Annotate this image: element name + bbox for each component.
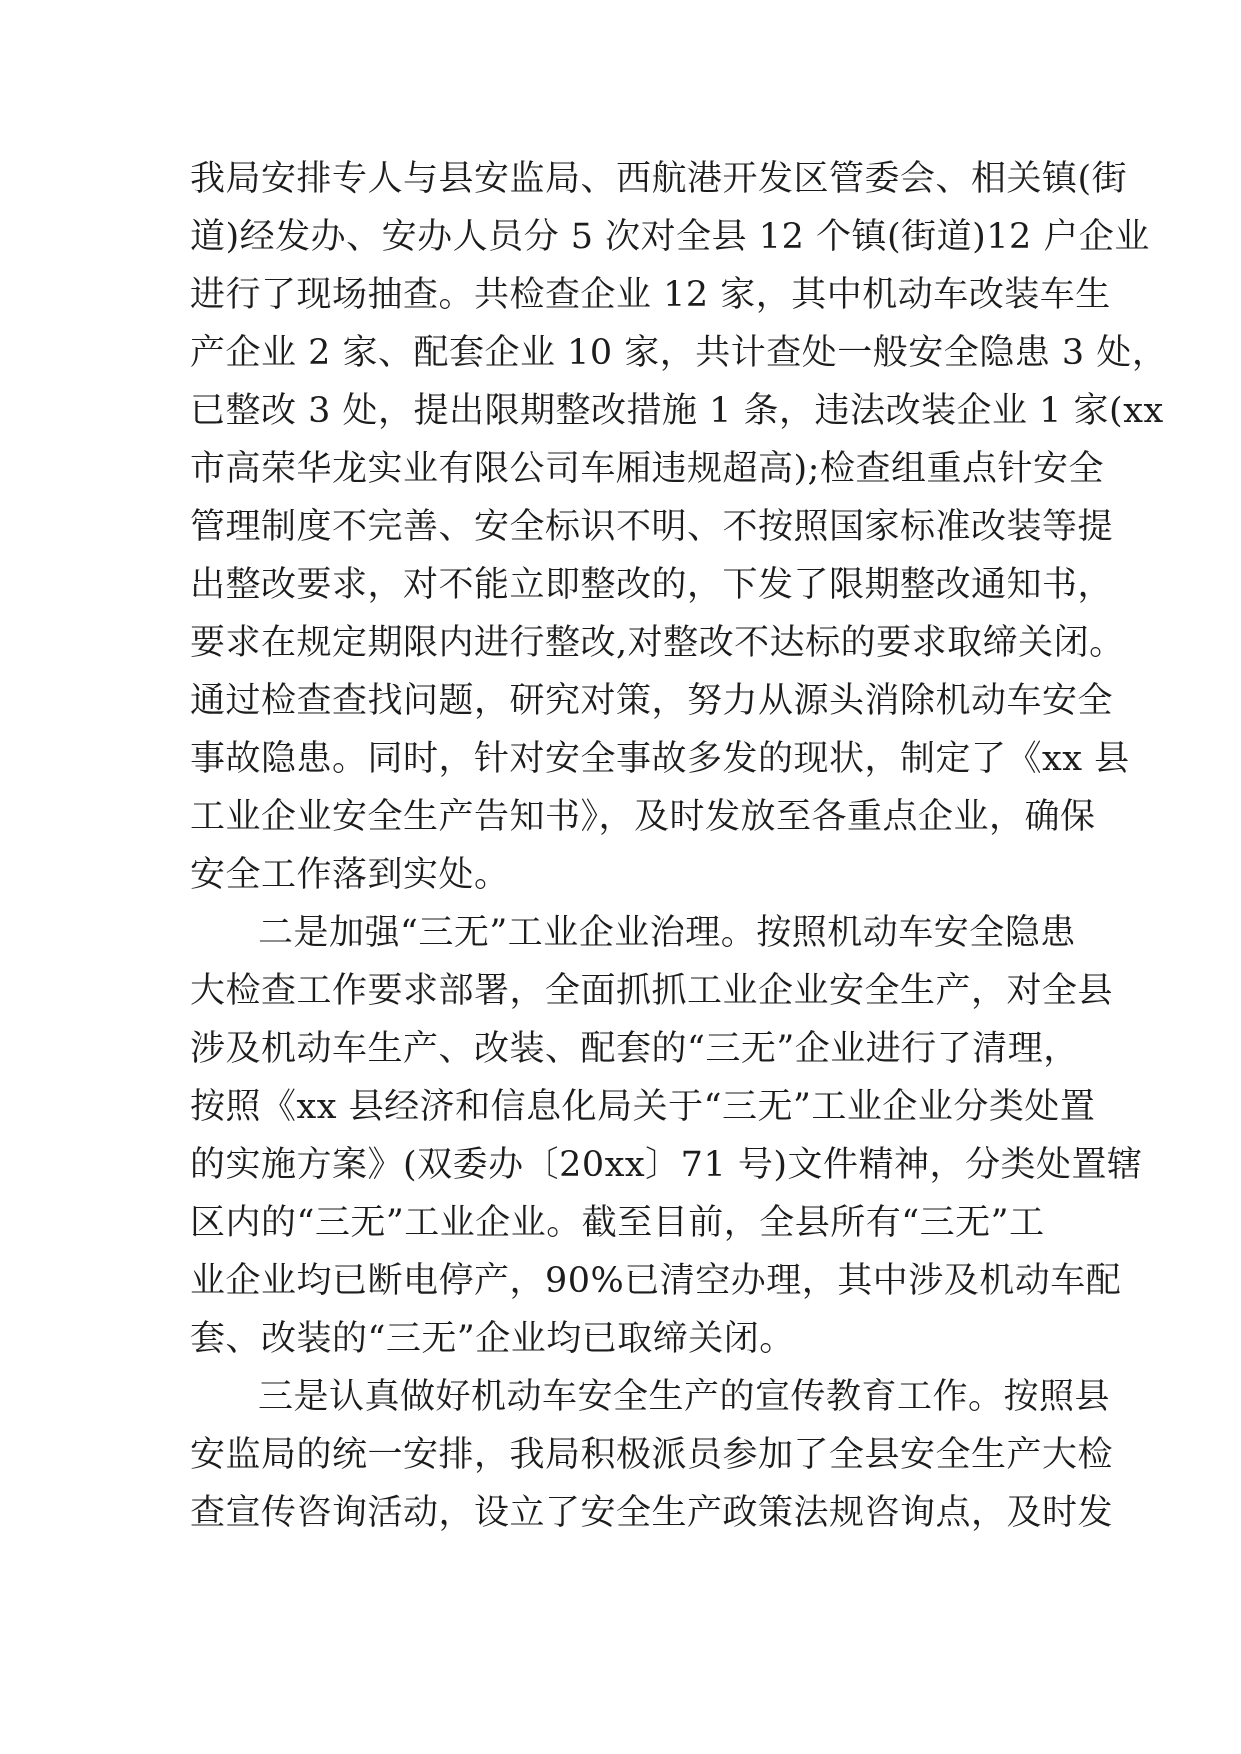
text-line: 区内的“三无”工业企业。截至目前，全县所有“三无”工 [190,1203,1045,1243]
text-line: 按照《xx 县经济和信息化局关于“三无”工业企业分类处置 [190,1087,1096,1127]
text-line: 通过检查查找问题，研究对策，努力从源头消除机动车安全 [190,681,1114,721]
text-line: 道)经发办、安办人员分 5 次对全县 12 个镇(街道)12 户企业 [190,217,1150,257]
paragraph-first-line: 三是认真做好机动车安全生产的宣传教育工作。按照县 [258,1377,1111,1417]
text-line: 大检查工作要求部署，全面抓抓工业企业安全生产，对全县 [190,971,1114,1011]
text-line: 安监局的统一安排，我局积极派员参加了全县安全生产大检 [190,1435,1114,1475]
text-line: 管理制度不完善、安全标识不明、不按照国家标准改装等提 [190,507,1114,547]
text-line: 套、改装的“三无”企业均已取缔关闭。 [190,1319,795,1359]
text-line: 我局安排专人与县安监局、西航港开发区管委会、相关镇(街 [190,159,1128,199]
text-line: 涉及机动车生产、改装、配套的“三无”企业进行了清理， [190,1029,1079,1069]
text-line: 已整改 3 处，提出限期整改措施 1 条，违法改装企业 1 家(xx [190,391,1164,431]
paragraph-first-line: 二是加强“三无”工业企业治理。按照机动车安全隐患 [258,913,1076,953]
text-line: 安全工作落到实处。 [190,855,510,895]
text-line: 工业企业安全生产告知书》，及时发放至各重点企业，确保 [190,797,1096,837]
text-line: 的实施方案》(双委办〔20xx〕71 号)文件精神，分类处置辖 [190,1145,1143,1185]
text-line: 出整改要求，对不能立即整改的，下发了限期整改通知书， [190,565,1114,605]
text-line: 要求在规定期限内进行整改,对整改不达标的要求取缔关闭。 [190,623,1125,663]
text-line: 业企业均已断电停产，90%已清空办理，其中涉及机动车配 [190,1261,1122,1301]
text-line: 进行了现场抽查。共检查企业 12 家，其中机动车改装车生 [190,275,1111,315]
text-line: 事故隐患。同时，针对安全事故多发的现状，制定了《xx 县 [190,739,1130,779]
text-line: 市高荣华龙实业有限公司车厢违规超高);检查组重点针安全 [190,449,1104,489]
text-line: 产企业 2 家、配套企业 10 家，共计查处一般安全隐患 3 处， [190,333,1168,373]
text-line: 查宣传咨询活动，设立了安全生产政策法规咨询点，及时发 [190,1493,1114,1533]
